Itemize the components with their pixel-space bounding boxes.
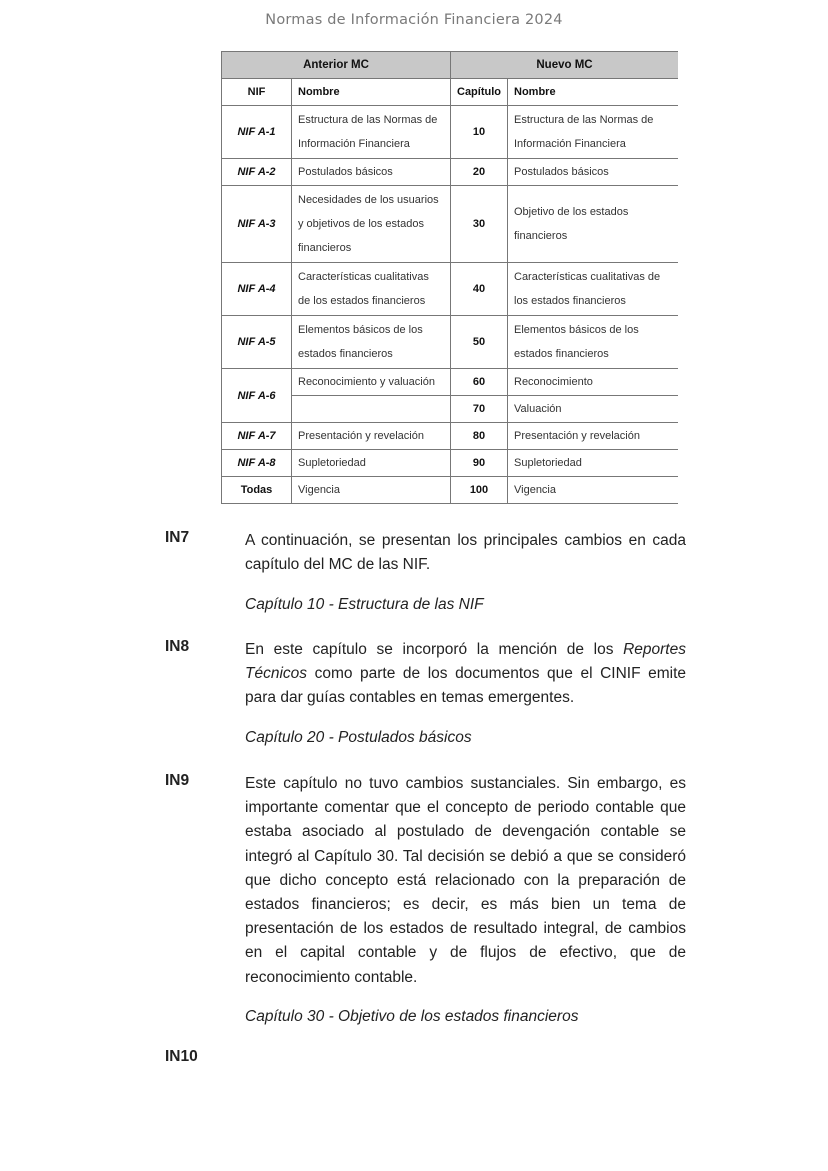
cell-old-name: Vigencia [292, 477, 451, 504]
cell-old-name: Necesidades de los usuarios y objetivos de los estados financieros [292, 186, 451, 263]
cell-nif: NIF A-3 [222, 186, 292, 263]
paragraph-text [245, 638, 686, 711]
cell-chapter: 60 [451, 369, 508, 396]
group-header-new: Nuevo MC [451, 52, 679, 79]
text-segment: En este capítulo se incorporó la mención de los [245, 641, 624, 658]
cell-nif: Todas [222, 477, 292, 504]
cell-new-name: Postulados básicos [508, 159, 679, 186]
paragraph-number: IN7 [165, 529, 190, 546]
chapter-subheading: Capítulo 30 - Objetivo de los estados financieros [245, 1008, 579, 1025]
chapter-subheading: Capítulo 10 - Estructura de las NIF [245, 596, 484, 613]
table-row [222, 423, 679, 450]
cell-old-name [292, 396, 451, 423]
cell-chapter: 80 [451, 423, 508, 450]
cell-new-name: Supletoriedad [508, 450, 679, 477]
cell-new-name: Características cualitativas de los estados financieros [508, 263, 679, 316]
cell-old-name: Supletoriedad [292, 450, 451, 477]
paragraph-text: A continuación, se presentan los principales cambios en cada capítulo del MC de las NIF. [245, 532, 686, 574]
cell-chapter: 40 [451, 263, 508, 316]
paragraph-number: IN10 [165, 1048, 198, 1065]
cell-old-name: Elementos básicos de los estados financieros [292, 316, 451, 369]
cell-old-name: Reconocimiento y valuación [292, 369, 451, 396]
col-header-old-name: Nombre [292, 79, 451, 106]
cell-new-name: Vigencia [508, 477, 679, 504]
table-row [222, 186, 679, 263]
cell-nif: NIF A-6 [222, 369, 292, 423]
col-header-nif: NIF [222, 79, 292, 106]
cell-old-name: Estructura de las Normas de Información Financiera [292, 106, 451, 159]
table-row [222, 450, 679, 477]
cell-new-name: Elementos básicos de los estados financieros [508, 316, 679, 369]
table-row [222, 106, 679, 159]
running-header: Normas de Información Financiera 2024 [265, 12, 563, 28]
table-row [222, 263, 679, 316]
table-row [222, 316, 679, 369]
table-row [222, 369, 679, 396]
table-row [222, 159, 679, 186]
cell-nif: NIF A-2 [222, 159, 292, 186]
cell-old-name: Características cualitativas de los estados financieros [292, 263, 451, 316]
cell-chapter: 10 [451, 106, 508, 159]
cell-nif: NIF A-1 [222, 106, 292, 159]
table-row [222, 477, 679, 504]
cell-chapter: 70 [451, 396, 508, 423]
cell-chapter: 20 [451, 159, 508, 186]
mc-comparison-table [221, 51, 678, 504]
cell-new-name: Valuación [508, 396, 679, 423]
group-header-old: Anterior MC [222, 52, 451, 79]
cell-chapter: 100 [451, 477, 508, 504]
cell-old-name: Postulados básicos [292, 159, 451, 186]
cell-new-name: Estructura de las Normas de Información Financiera [508, 106, 679, 159]
chapter-subheading: Capítulo 20 - Postulados básicos [245, 729, 472, 746]
cell-old-name: Presentación y revelación [292, 423, 451, 450]
col-header-chapter: Capítulo [451, 79, 508, 106]
cell-new-name: Objetivo de los estados financieros [508, 186, 679, 263]
cell-chapter: 50 [451, 316, 508, 369]
cell-nif: NIF A-7 [222, 423, 292, 450]
cell-nif: NIF A-8 [222, 450, 292, 477]
text-segment: como parte de los documentos que el CINIF emite para dar guías contables en temas emergentes. [245, 665, 686, 707]
cell-chapter: 30 [451, 186, 508, 263]
cell-new-name: Presentación y revelación [508, 423, 679, 450]
text-emphasis: Reportes Técnicos [245, 641, 686, 683]
cell-nif: NIF A-4 [222, 263, 292, 316]
paragraph-number: IN9 [165, 772, 190, 789]
cell-chapter: 90 [451, 450, 508, 477]
cell-new-name: Reconocimiento [508, 369, 679, 396]
paragraph-number: IN8 [165, 638, 190, 655]
col-header-new-name: Nombre [508, 79, 679, 106]
cell-nif: NIF A-5 [222, 316, 292, 369]
paragraph-text: Este capítulo no tuvo cambios sustanciales. Sin embargo, es importante comentar que el concepto de periodo contable que estaba asociado al postulado de devengación contable se integró al Capítulo 30. Tal decisión se debió a que se consideró que dicho concepto está relacionado con la preparación de estados financieros; es decir, es más bien un tema de presentación de los estados de resultado integral, de cambios en el capital contable y de flujos de efectivo, que de reconocimiento contable. [245, 775, 686, 986]
